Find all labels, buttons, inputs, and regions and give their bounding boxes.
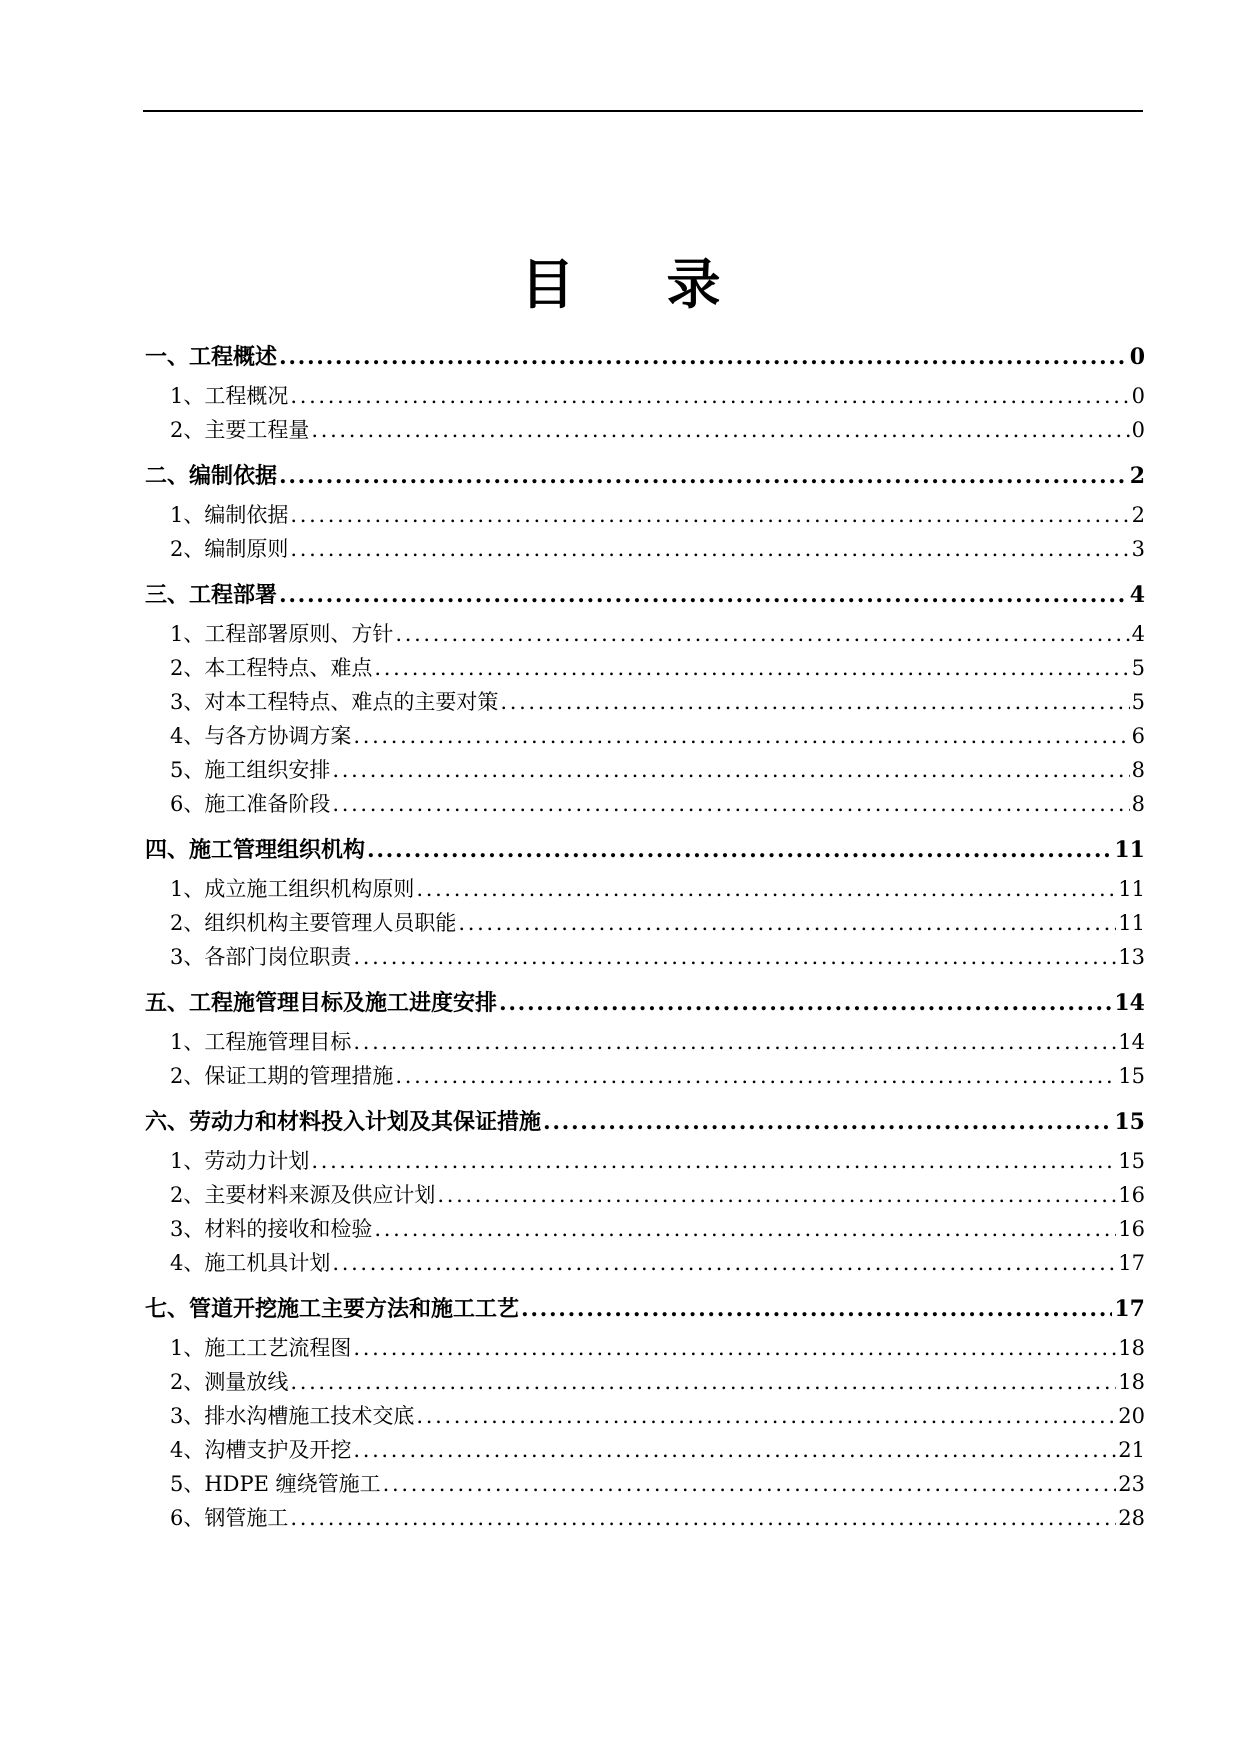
toc-subsection[interactable] bbox=[145, 1331, 1145, 1365]
toc-entry-label: 七、管道开挖施工主要方法和施工工艺 bbox=[145, 1296, 520, 1322]
title-char-left: 目 bbox=[520, 252, 575, 317]
toc-subsection[interactable] bbox=[145, 1501, 1145, 1535]
toc-entry-label: 2、组织机构主要管理人员职能 bbox=[170, 911, 457, 935]
dot-leader bbox=[521, 1292, 1112, 1326]
toc-page-number: 15 bbox=[1114, 1109, 1145, 1135]
dot-leader bbox=[437, 1178, 1116, 1212]
toc-subsection[interactable] bbox=[145, 872, 1145, 906]
toc-entry-label: 四、施工管理组织机构 bbox=[145, 837, 366, 863]
table-of-contents bbox=[145, 340, 1145, 1535]
toc-page-number: 17 bbox=[1118, 1251, 1145, 1275]
toc-subsection[interactable] bbox=[145, 940, 1145, 974]
toc-page-number: 2 bbox=[1131, 503, 1145, 527]
toc-page-number: 4 bbox=[1131, 622, 1145, 646]
toc-entry-label: 3、材料的接收和检验 bbox=[170, 1217, 373, 1241]
toc-page-number: 8 bbox=[1131, 792, 1145, 816]
toc-page-number: 28 bbox=[1118, 1506, 1145, 1530]
dot-leader bbox=[290, 1365, 1116, 1399]
toc-subsection[interactable] bbox=[145, 719, 1145, 753]
toc-entry-label: 2、测量放线 bbox=[170, 1370, 289, 1394]
toc-entry-label: 2、本工程特点、难点 bbox=[170, 656, 373, 680]
title-char-right: 录 bbox=[666, 252, 721, 317]
toc-page-number: 3 bbox=[1131, 537, 1145, 561]
toc-section[interactable] bbox=[145, 459, 1145, 493]
toc-entry-label: 五、工程施管理目标及施工进度安排 bbox=[145, 990, 498, 1016]
dot-leader bbox=[332, 787, 1129, 821]
dot-leader bbox=[499, 986, 1112, 1020]
toc-subsection[interactable] bbox=[145, 1178, 1145, 1212]
toc-entry-label: 三、工程部署 bbox=[145, 582, 278, 608]
toc-subsection[interactable] bbox=[145, 1144, 1145, 1178]
toc-subsection[interactable] bbox=[145, 1433, 1145, 1467]
dot-leader bbox=[395, 1059, 1116, 1093]
toc-page-number: 14 bbox=[1114, 990, 1145, 1016]
toc-page-number: 16 bbox=[1118, 1217, 1145, 1241]
dot-leader bbox=[367, 833, 1112, 867]
toc-entry-label: 1、成立施工组织机构原则 bbox=[170, 877, 415, 901]
dot-leader bbox=[332, 1246, 1116, 1280]
toc-page-number: 15 bbox=[1118, 1149, 1145, 1173]
toc-page-number: 23 bbox=[1118, 1472, 1145, 1496]
toc-page-number: 0 bbox=[1131, 418, 1145, 442]
dot-leader bbox=[353, 940, 1116, 974]
toc-entry-label: 1、工程施管理目标 bbox=[170, 1030, 352, 1054]
toc-entry-label: 4、施工机具计划 bbox=[170, 1251, 331, 1275]
toc-subsection[interactable] bbox=[145, 1212, 1145, 1246]
toc-page-number: 16 bbox=[1118, 1183, 1145, 1207]
toc-entry-label: 6、施工准备阶段 bbox=[170, 792, 331, 816]
toc-subsection[interactable] bbox=[145, 379, 1145, 413]
toc-page-number: 11 bbox=[1118, 877, 1145, 901]
toc-page-number: 5 bbox=[1131, 690, 1145, 714]
toc-section[interactable] bbox=[145, 1292, 1145, 1326]
toc-page-number: 0 bbox=[1129, 344, 1145, 370]
dot-leader bbox=[543, 1105, 1112, 1139]
dot-leader bbox=[332, 753, 1129, 787]
toc-page-number: 13 bbox=[1118, 945, 1145, 969]
dot-leader bbox=[500, 685, 1129, 719]
toc-subsection[interactable] bbox=[145, 413, 1145, 447]
toc-entry-label: 1、施工工艺流程图 bbox=[170, 1336, 352, 1360]
dot-leader bbox=[353, 1433, 1116, 1467]
toc-subsection[interactable] bbox=[145, 906, 1145, 940]
toc-page-number: 11 bbox=[1118, 911, 1145, 935]
toc-page-number: 5 bbox=[1131, 656, 1145, 680]
dot-leader bbox=[290, 379, 1129, 413]
toc-entry-label: 5、施工组织安排 bbox=[170, 758, 331, 782]
toc-entry-label: 4、沟槽支护及开挖 bbox=[170, 1438, 352, 1462]
toc-subsection[interactable] bbox=[145, 685, 1145, 719]
toc-page-number: 6 bbox=[1131, 724, 1145, 748]
header-rule bbox=[143, 110, 1143, 112]
dot-leader bbox=[374, 1212, 1116, 1246]
dot-leader bbox=[353, 1025, 1116, 1059]
toc-entry-label: 一、工程概述 bbox=[145, 344, 278, 370]
toc-entry-label: 6、钢管施工 bbox=[170, 1506, 289, 1530]
toc-entry-label: 2、保证工期的管理措施 bbox=[170, 1064, 394, 1088]
toc-subsection[interactable] bbox=[145, 787, 1145, 821]
toc-page-number: 21 bbox=[1118, 1438, 1145, 1462]
toc-entry-label: 1、工程部署原则、方针 bbox=[170, 622, 394, 646]
toc-page-number: 0 bbox=[1131, 384, 1145, 408]
toc-subsection[interactable] bbox=[145, 1025, 1145, 1059]
toc-subsection[interactable] bbox=[145, 651, 1145, 685]
toc-page-number: 11 bbox=[1114, 837, 1145, 863]
toc-subsection[interactable] bbox=[145, 1365, 1145, 1399]
dot-leader bbox=[290, 532, 1129, 566]
toc-page-number: 2 bbox=[1129, 463, 1145, 489]
toc-entry-label: 二、编制依据 bbox=[145, 463, 278, 489]
toc-entry-label: 六、劳动力和材料投入计划及其保证措施 bbox=[145, 1109, 542, 1135]
toc-page-number: 4 bbox=[1129, 582, 1145, 608]
dot-leader bbox=[416, 1399, 1116, 1433]
toc-subsection[interactable] bbox=[145, 1399, 1145, 1433]
toc-entry-label: 1、工程概况 bbox=[170, 384, 289, 408]
dot-leader bbox=[279, 459, 1128, 493]
dot-leader bbox=[290, 1501, 1116, 1535]
toc-entry-label: 2、主要材料来源及供应计划 bbox=[170, 1183, 436, 1207]
toc-entry-label: 2、编制原则 bbox=[170, 537, 289, 561]
toc-subsection[interactable] bbox=[145, 1467, 1145, 1501]
toc-entry-label: 1、劳动力计划 bbox=[170, 1149, 310, 1173]
dot-leader bbox=[395, 617, 1129, 651]
dot-leader bbox=[311, 413, 1129, 447]
toc-entry-label: 4、与各方协调方案 bbox=[170, 724, 352, 748]
dot-leader bbox=[290, 498, 1129, 532]
toc-entry-label: 1、编制依据 bbox=[170, 503, 289, 527]
dot-leader bbox=[458, 906, 1116, 940]
toc-subsection[interactable] bbox=[145, 1246, 1145, 1280]
toc-section[interactable] bbox=[145, 986, 1145, 1020]
toc-entry-label: 3、对本工程特点、难点的主要对策 bbox=[170, 690, 499, 714]
toc-entry-label: 5、HDPE 缠绕管施工 bbox=[170, 1472, 381, 1496]
toc-entry-label: 2、主要工程量 bbox=[170, 418, 310, 442]
page-title bbox=[0, 249, 1241, 319]
dot-leader bbox=[311, 1144, 1116, 1178]
toc-page-number: 20 bbox=[1118, 1404, 1145, 1428]
toc-page-number: 14 bbox=[1118, 1030, 1145, 1054]
toc-entry-label: 3、各部门岗位职责 bbox=[170, 945, 352, 969]
dot-leader bbox=[353, 719, 1129, 753]
toc-page-number: 18 bbox=[1118, 1370, 1145, 1394]
toc-entry-label: 3、排水沟槽施工技术交底 bbox=[170, 1404, 415, 1428]
dot-leader bbox=[416, 872, 1116, 906]
dot-leader bbox=[374, 651, 1129, 685]
toc-section[interactable] bbox=[145, 578, 1145, 612]
toc-subsection[interactable] bbox=[145, 532, 1145, 566]
dot-leader bbox=[353, 1331, 1116, 1365]
toc-subsection[interactable] bbox=[145, 1059, 1145, 1093]
dot-leader bbox=[279, 578, 1128, 612]
toc-section[interactable] bbox=[145, 340, 1145, 374]
dot-leader bbox=[279, 340, 1128, 374]
toc-page-number: 8 bbox=[1131, 758, 1145, 782]
toc-page-number: 18 bbox=[1118, 1336, 1145, 1360]
toc-subsection[interactable] bbox=[145, 617, 1145, 651]
toc-subsection[interactable] bbox=[145, 753, 1145, 787]
dot-leader bbox=[383, 1467, 1117, 1501]
toc-subsection[interactable] bbox=[145, 498, 1145, 532]
toc-section[interactable] bbox=[145, 833, 1145, 867]
toc-section[interactable] bbox=[145, 1105, 1145, 1139]
toc-page-number: 15 bbox=[1118, 1064, 1145, 1088]
toc-page-number: 17 bbox=[1114, 1296, 1145, 1322]
